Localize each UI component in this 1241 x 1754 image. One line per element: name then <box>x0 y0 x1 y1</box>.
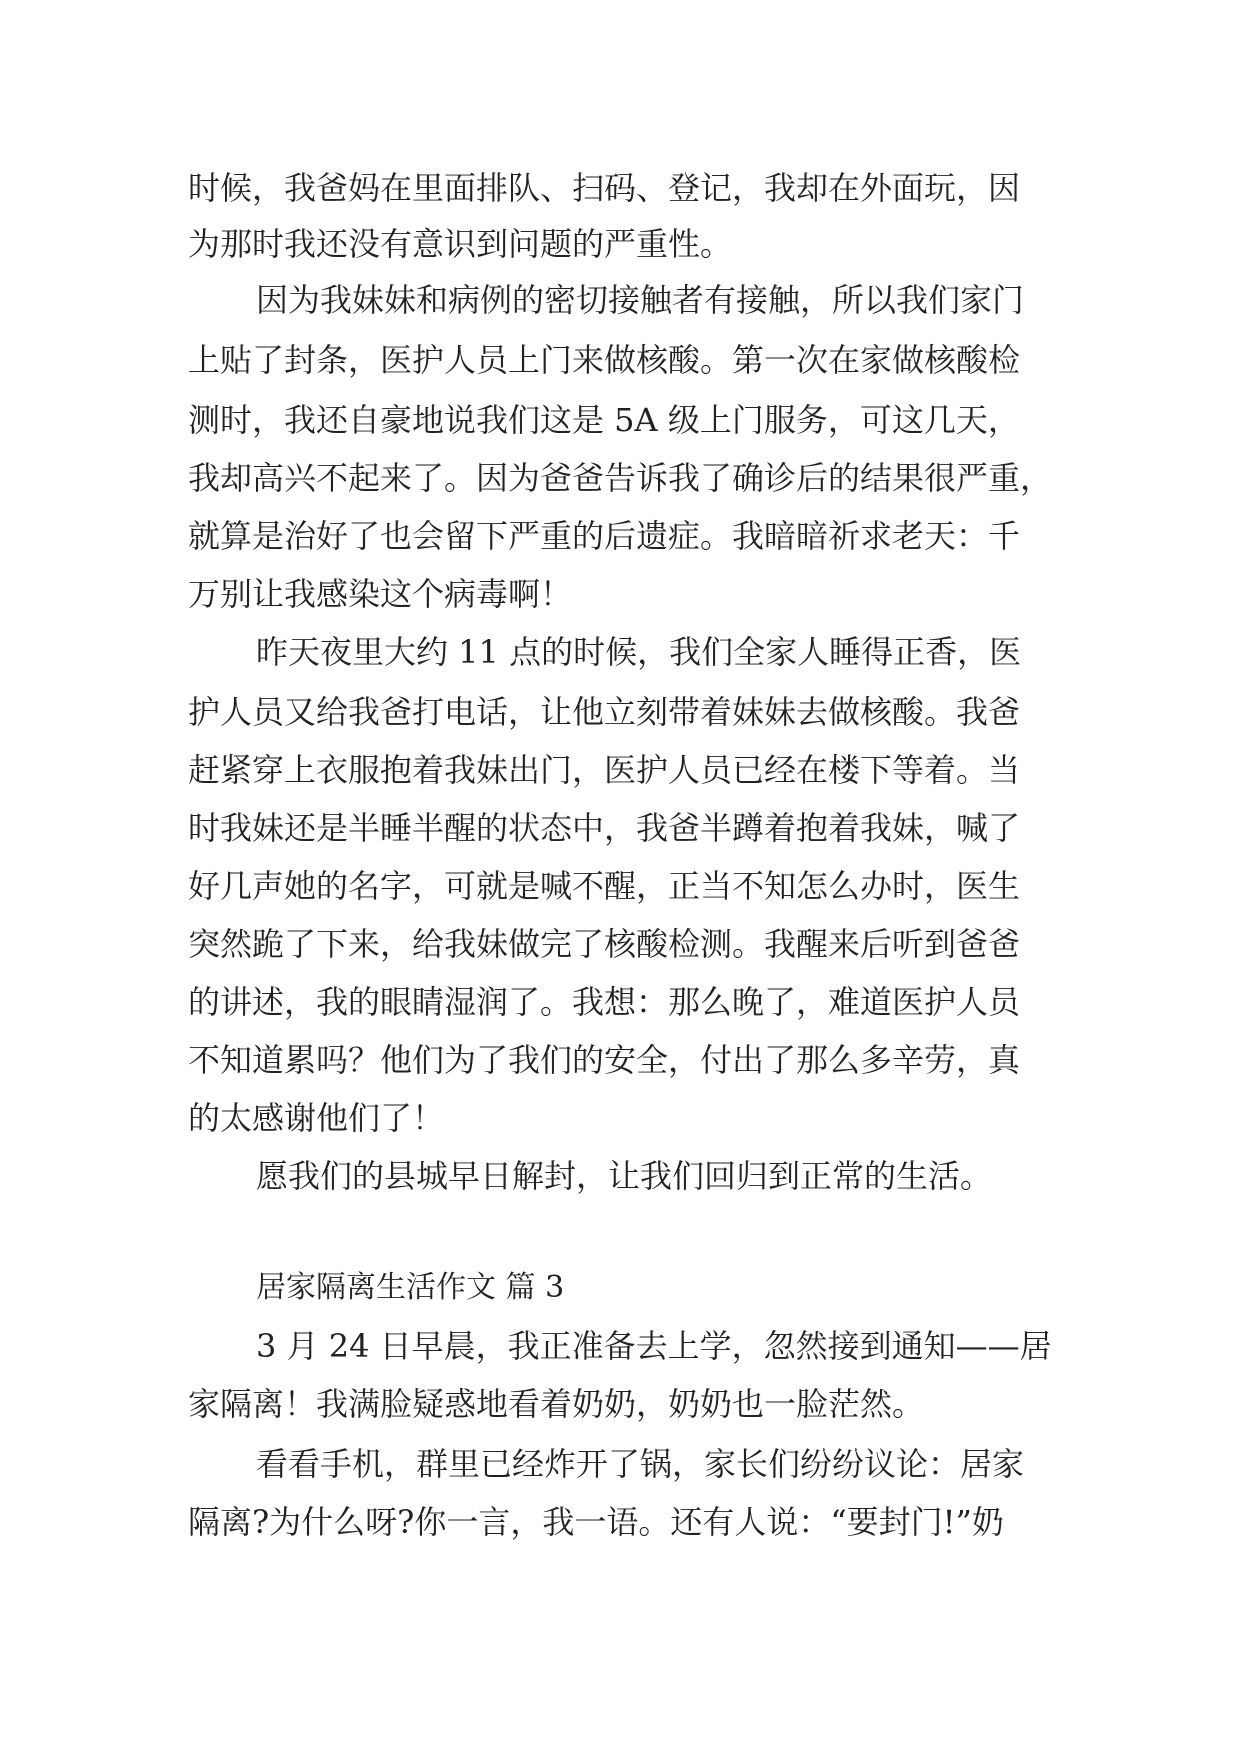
paragraph-line: 突然跪了下来，给我妹做完了核酸检测。我醒来后听到爸爸 <box>188 925 1021 963</box>
paragraph-line: 看看手机，群里已经炸开了锅，家长们纷纷议论：居家 <box>256 1445 1025 1483</box>
paragraph-line: 的讲述，我的眼睛湿润了。我想：那么晚了，难道医护人员 <box>188 983 1021 1021</box>
paragraph-line: 愿我们的县城早日解封，让我们回归到正常的生活。 <box>256 1157 993 1195</box>
paragraph-line: 测时，我还自豪地说我们这是 5A 级上门服务，可这几天， <box>188 401 1020 439</box>
paragraph-line: 就算是治好了也会留下严重的后遗症。我暗暗祈求老天：千 <box>188 517 1021 555</box>
paragraph-line: 时候，我爸妈在里面排队、扫码、登记，我却在外面玩，因 <box>188 169 1021 207</box>
paragraph-line: 护人员又给我爸打电话，让他立刻带着妹妹去做核酸。我爸 <box>188 693 1021 731</box>
paragraph-line: 好几声她的名字，可就是喊不醒，正当不知怎么办时，医生 <box>188 867 1021 905</box>
paragraph-line: 万别让我感染这个病毒啊！ <box>188 575 573 613</box>
paragraph-line: 3 月 24 日早晨，我正准备去上学，忽然接到通知——居 <box>256 1327 1052 1365</box>
paragraph-line: 因为我妹妹和病例的密切接触者有接触，所以我们家门 <box>256 281 1025 319</box>
paragraph-line: 家隔离！我满脸疑惑地看着奶奶，奶奶也一脸茫然。 <box>188 1385 925 1423</box>
paragraph-line: 隔离?为什么呀?你一言，我一语。还有人说：“要封门!”奶 <box>188 1503 1004 1541</box>
paragraph-line: 时我妹还是半睡半醒的状态中，我爸半蹲着抱着我妹，喊了 <box>188 809 1021 847</box>
paragraph-line: 不知道累吗？他们为了我们的安全，付出了那么多辛劳，真 <box>188 1041 1021 1079</box>
paragraph-line: 我却高兴不起来了。因为爸爸告诉我了确诊后的结果很严重， <box>188 459 1053 497</box>
paragraph-line: 昨天夜里大约 11 点的时候，我们全家人睡得正香，医 <box>256 633 1022 671</box>
section-heading: 居家隔离生活作文 篇 3 <box>256 1270 565 1305</box>
paragraph-line: 上贴了封条，医护人员上门来做核酸。第一次在家做核酸检 <box>188 341 1021 379</box>
paragraph-line: 的太感谢他们了！ <box>188 1099 445 1137</box>
paragraph-line: 为那时我还没有意识到问题的严重性。 <box>188 225 733 263</box>
paragraph-line: 赶紧穿上衣服抱着我妹出门，医护人员已经在楼下等着。当 <box>188 751 1021 789</box>
